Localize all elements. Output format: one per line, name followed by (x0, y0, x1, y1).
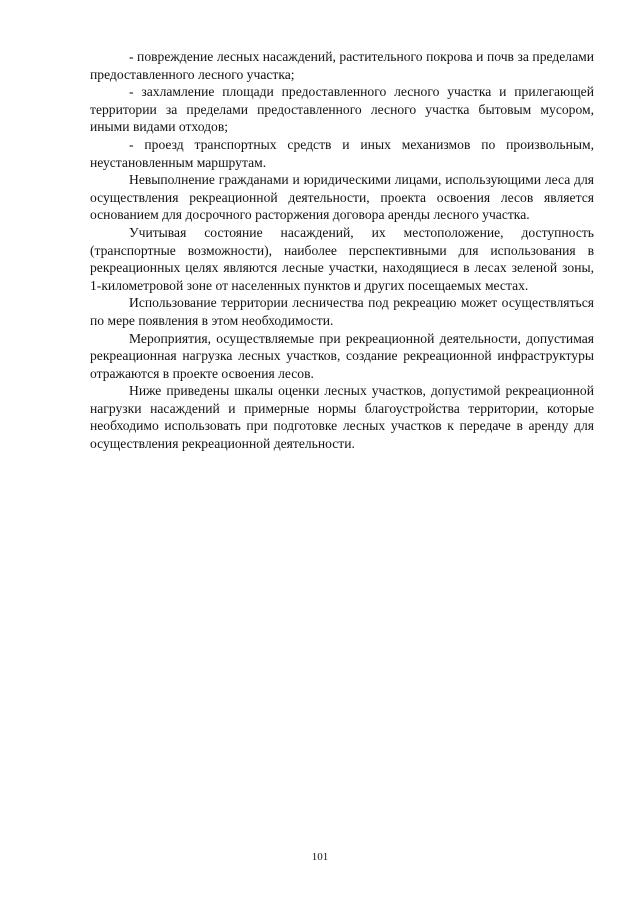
paragraph-lease-termination: Невыполнение гражданами и юридическими лицами, использующими леса для осуществления рекреационной деятельности, проекта освоения лесов является основанием для досрочного расторжения договора аренды лесного участка. (90, 172, 594, 223)
body-text (90, 48, 594, 453)
paragraph-measures: Мероприятия, осуществляемые при рекреационной деятельности, допустимая рекреационная нагрузка лесных участков, создание рекреационной инфраструктуры отражаются в проекте освоения лесов. (90, 330, 594, 381)
paragraph-damage-plantings: - повреждение лесных насаждений, растительного покрова и почв за пределами предоставленного лесного участка; (90, 49, 594, 82)
paragraph-littering: - захламление площади предоставленного лесного участка и прилегающей территории за пределами предоставленного лесного участка бытовым мусором, иными видами отходов; (90, 84, 594, 135)
page-number: 101 (311, 851, 329, 863)
paragraph-promising-plots: Учитывая состояние насаждений, их местоположение, доступность (транспортные возможности), наиболее перспективными для использования в рекреационных целях являются лесные участки, находящиеся в лесах зеленой зоны, 1-километровой зоне от населенных пунктов и других посещаемых местах. (90, 224, 594, 293)
paragraph-vehicle-passage: - проезд транспортных средств и иных механизмов по произвольным, неустановленным маршрутам. (90, 136, 594, 170)
paragraph-scales-intro: Ниже приведены шкалы оценки лесных участков, допустимой рекреационной нагрузки насаждений и примерные нормы благоустройства территории, которые необходимо использовать при подготовке лесных участков к передаче в аренду для осуществления рекреационной деятельности. (90, 383, 594, 452)
paragraph-territory-use: Использование территории лесничества под рекреацию может осуществляться по мере появления в этом необходимости. (90, 295, 594, 328)
